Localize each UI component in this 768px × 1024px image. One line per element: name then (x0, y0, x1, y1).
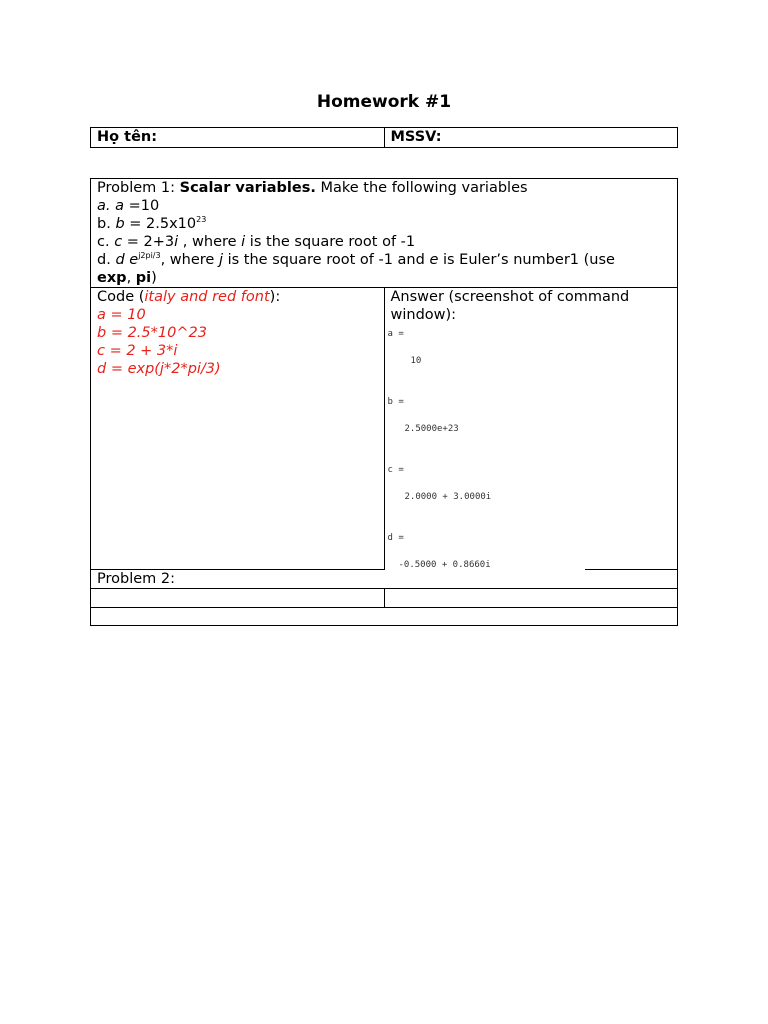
problem1-item-b: b. $b = 2.5x10^{23}$ (97, 215, 207, 232)
problem2-label: Problem 2: (91, 570, 678, 589)
problem1-item-a: a. a =10 (97, 198, 160, 214)
name-field-label: Họ tên: (91, 128, 385, 148)
console-a-label: a = (387, 329, 404, 339)
command-window-screenshot (385, 323, 585, 570)
answer-cell (384, 288, 678, 570)
problem1-description (91, 179, 678, 288)
problem1-item-d: d. d $e^{j2pi/3}$, where j is the square root of -1 and e is Euler’s number1 (use (97, 251, 615, 268)
problem1-item-d-cont: exp, pi) (97, 270, 157, 286)
code-label: Code (italy and red font): (97, 289, 281, 305)
code-line-d: d = exp(j*2*pi/3) (97, 361, 221, 377)
problem2-extra-cell (91, 608, 678, 626)
console-d-value: -0.5000 + 0.8660i (398, 560, 491, 570)
answer-label: Answer (screenshot of command window): (390, 289, 630, 323)
problem1-item-c: c. c = 2+3i , where i is the square root of -1 (97, 234, 416, 250)
document-title: Homework #1 (316, 92, 452, 112)
problem-table (90, 178, 678, 626)
console-d-label: d = (387, 533, 404, 543)
console-a-value: 10 (410, 356, 422, 366)
problem2-answer-cell (384, 589, 678, 608)
code-line-a: a = 10 (97, 307, 146, 323)
student-id-field-label: MSSV: (384, 128, 678, 148)
code-line-b: b = 2.5*10^23 (97, 325, 207, 341)
console-b-label: b = (387, 397, 404, 407)
console-b-value: 2.5000e+23 (404, 424, 459, 434)
problem1-heading-line: Problem 1: Scalar variables. Make the following variables (97, 180, 528, 196)
code-cell (91, 288, 385, 570)
code-line-c: c = 2 + 3*i (97, 343, 178, 359)
console-c-label: c = (387, 465, 404, 475)
problem2-code-cell (91, 589, 385, 608)
console-c-value: 2.0000 + 3.0000i (404, 492, 492, 502)
student-info-table (90, 127, 678, 148)
